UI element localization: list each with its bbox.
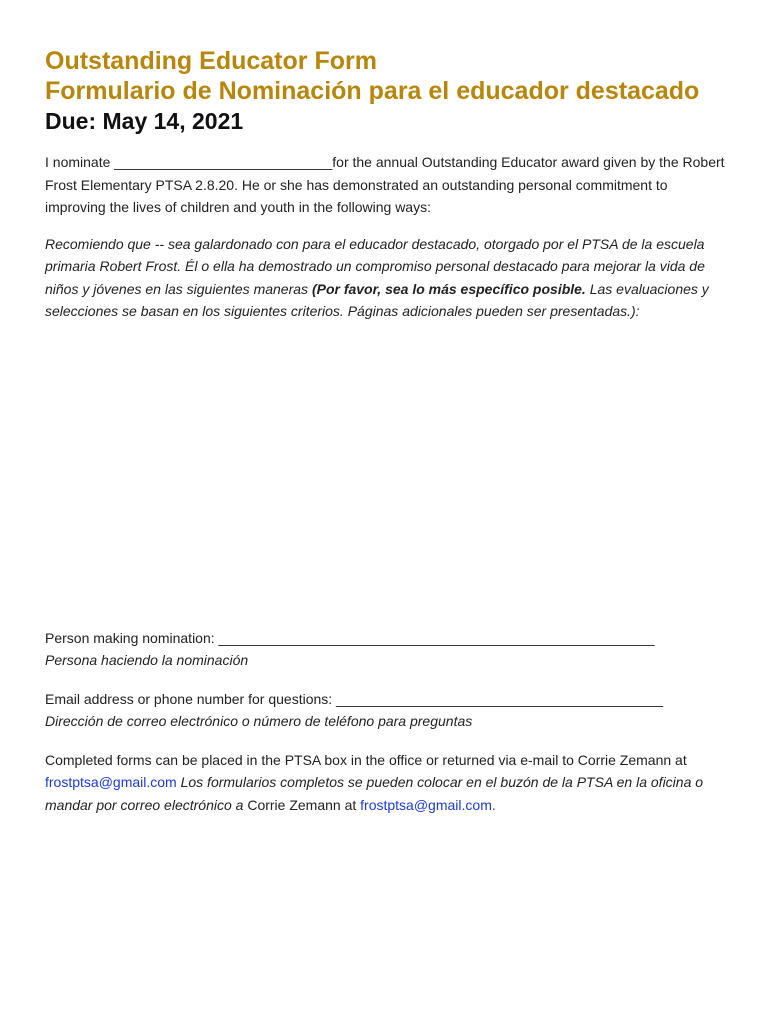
- due-date: Due: May 14, 2021: [45, 108, 244, 134]
- footer-spanish: Los formularios completos se pueden colocar en el buzón de la PTSA en la oficina o mandar por correo electrónico a: [45, 774, 704, 813]
- intro-spanish: [45, 233, 725, 323]
- title-english: Outstanding Educator Form: [45, 47, 377, 75]
- contact-blank[interactable]: __________________________________________: [336, 690, 664, 707]
- intro-prefix: I nominate: [45, 154, 115, 170]
- title-spanish: Formulario de Nominación para el educador destacado: [45, 77, 700, 105]
- nominator-blank[interactable]: ________________________________________________________: [218, 629, 655, 646]
- contact-label-spanish: Dirección de correo electrónico o número de teléfono para preguntas: [45, 713, 473, 729]
- nominator-field: [45, 627, 725, 650]
- intro-spanish-tail: Las evaluaciones y selecciones se basan en los siguientes criterios. Páginas adicionales pueden ser presentadas.):: [45, 280, 709, 319]
- contact-label: Email address or phone number for questions:: [45, 690, 337, 707]
- form-page: [45, 46, 725, 816]
- footer-note: [45, 749, 725, 817]
- email-link[interactable]: frostptsa@gmail.com: [45, 774, 177, 790]
- footer-period: .: [491, 796, 496, 813]
- footer-name: Corrie Zemann at: [247, 796, 361, 813]
- intro-english: [45, 151, 725, 219]
- contact-field: [45, 688, 725, 711]
- email-link-2[interactable]: frostptsa@gmail.com: [360, 796, 492, 813]
- intro-suffix: for the annual Outstanding Educator award given by the Robert Frost Elementary PTSA 2.8.20. He or she has demonstrated an outstanding personal commitment to improving the lives of children and youth in the following ways:: [45, 154, 725, 215]
- intro-spanish-bold: (Por favor, sea lo más específico posible.: [311, 280, 586, 297]
- intro-spanish-text: Recomiendo que -- sea galardonado con para el educador destacado, otorgado por el PTSA de la escuela primaria Robert Frost. Él o ella ha demostrado un compromiso personal destacado para mejorar la vida de niños y jóvenes en las siguientes maneras: [45, 235, 705, 297]
- response-area[interactable]: [45, 323, 725, 627]
- nominator-label: Person making nomination:: [45, 629, 219, 646]
- nominator-label-spanish: Persona haciendo la nominación: [45, 652, 249, 668]
- nominee-blank[interactable]: ____________________________: [114, 154, 333, 170]
- footer-english: Completed forms can be placed in the PTSA box in the office or returned via e-mail to Corrie Zemann at: [45, 751, 687, 768]
